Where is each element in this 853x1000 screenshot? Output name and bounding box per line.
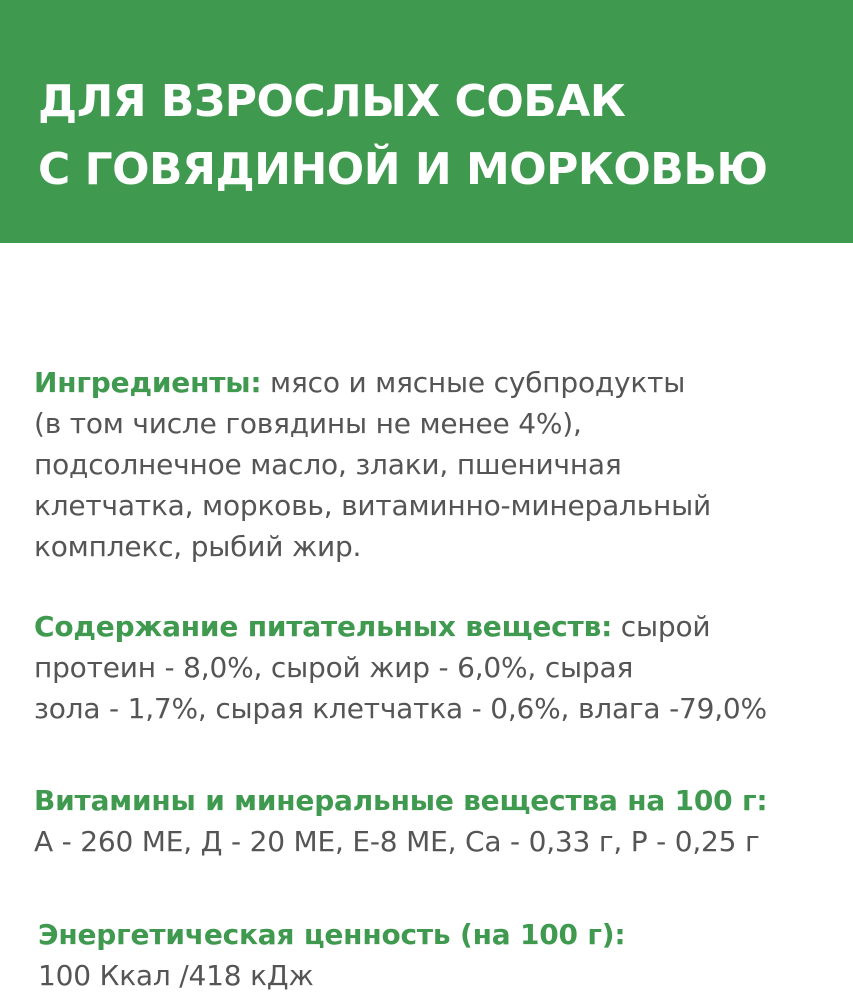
energy-label: Энергетическая ценность (на 100 г): <box>38 918 626 951</box>
ingredients-text-2: (в том числе говядины не менее 4%), <box>34 407 582 440</box>
ingredients-label: Ингредиенты: <box>34 366 262 399</box>
nutrients-label: Содержание питательных веществ: <box>34 610 613 643</box>
vitamins-section <box>34 780 834 862</box>
nutrients-text-3: зола - 1,7%, сырая клетчатка - 0,6%, влага -79,0% <box>34 692 767 725</box>
nutrients-text-1: сырой <box>612 610 711 643</box>
vitamins-text-1: А - 260 МЕ, Д - 20 МЕ, Е-8 МЕ, Са - 0,33 г, Р - 0,25 г <box>34 825 760 858</box>
ingredients-section <box>34 362 834 567</box>
nutrients-first-line <box>34 606 834 647</box>
nutrients-text-2: протеин - 8,0%, сырой жир - 6,0%, сырая <box>34 651 634 684</box>
ingredients-text-5: комплекс, рыбий жир. <box>34 530 362 563</box>
nutrients-section <box>34 606 834 729</box>
energy-text-1: 100 Ккал /418 кДж <box>38 959 314 992</box>
ingredients-text-1: мясо и мясные субпродукты <box>261 366 686 399</box>
page-title <box>38 68 768 204</box>
title-line-2: С ГОВЯДИНОЙ И МОРКОВЬЮ <box>38 144 768 195</box>
ingredients-text-4: клетчатка, морковь, витаминно-минеральный <box>34 489 712 522</box>
energy-section <box>38 914 838 996</box>
ingredients-text-3: подсолнечное масло, злаки, пшеничная <box>34 448 622 481</box>
title-line-1: ДЛЯ ВЗРОСЛЫХ СОБАК <box>38 76 626 127</box>
header-banner <box>0 0 853 243</box>
ingredients-first-line <box>34 362 834 403</box>
vitamins-label: Витамины и минеральные вещества на 100 г: <box>34 784 768 817</box>
